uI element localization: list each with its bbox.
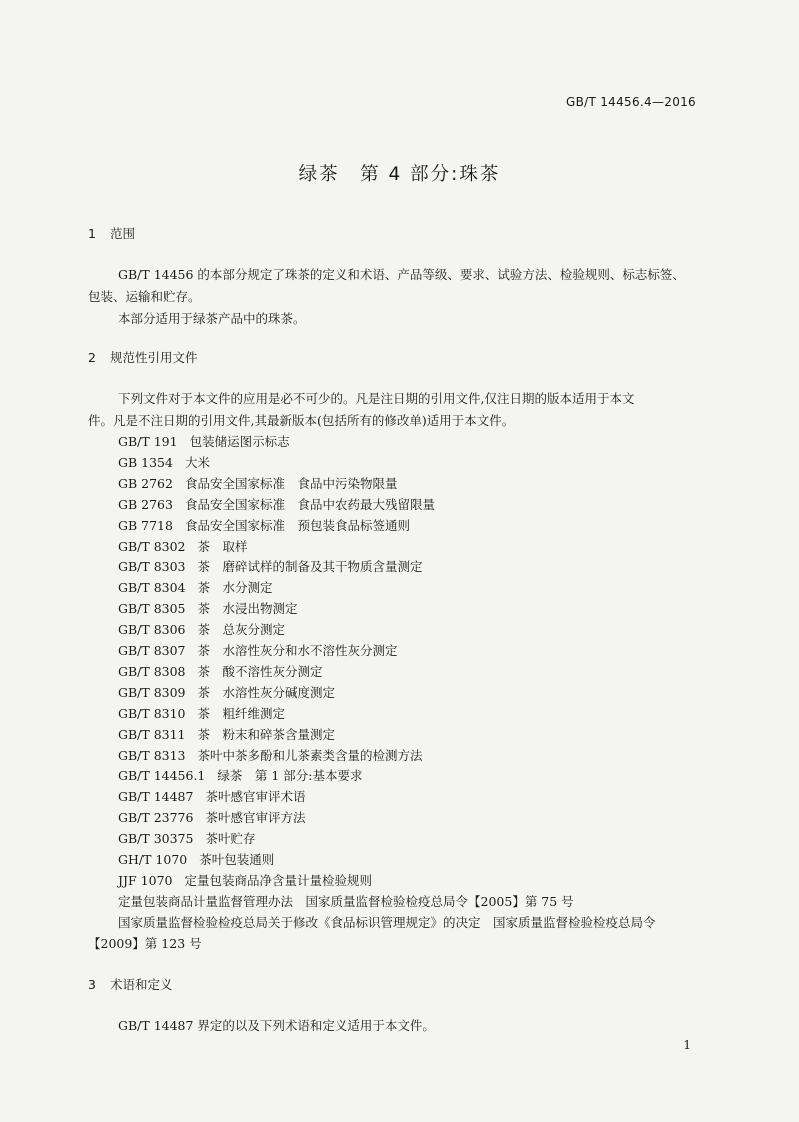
paragraph: 本部分适用于绿茶产品中的珠茶。 — [118, 311, 306, 326]
reference-item — [118, 683, 335, 701]
reference-title: 定量包装商品计量监督管理办法 国家质量监督检验检疫总局令【2005】第 75 号 — [118, 893, 574, 909]
reference-item — [118, 662, 323, 680]
reference-title: 茶叶贮存 — [205, 831, 256, 847]
paragraph: 下列文件对于本文件的应用是必不可少的。凡是注日期的引用文件,仅注日期的版本适用于本文 — [118, 391, 635, 406]
reference-code: GB/T 14487 — [118, 789, 194, 805]
reference-code: GB/T 14456.1 — [118, 768, 206, 784]
reference-title: 包装储运图示标志 — [189, 434, 290, 449]
reference-title: 茶叶中茶多酚和儿茶素类含量的检测方法 — [197, 747, 423, 763]
reference-item — [118, 892, 574, 910]
reference-title: 绿茶 第 1 部分:基本要求 — [217, 768, 363, 784]
reference-item — [118, 620, 285, 638]
reference-title: 茶 水溶性灰分碱度测定 — [197, 684, 336, 700]
reference-code: GB/T 8313 — [118, 747, 186, 763]
reference-title: 食品安全国家标准 食品中污染物限量 — [184, 475, 398, 491]
reference-title: 茶 酸不溶性灰分测定 — [197, 663, 323, 679]
reference-continuation: 【2009】第 123 号 — [88, 936, 202, 951]
reference-code: GB/T 30375 — [118, 831, 194, 847]
reference-item — [118, 453, 210, 471]
reference-title: 茶 磨碎试样的制备及其干物质含量测定 — [197, 559, 423, 575]
section-title: 范围 — [110, 226, 136, 241]
reference-title: 定量包装商品净含量计量检验规则 — [184, 872, 372, 888]
reference-item — [118, 829, 255, 847]
section-title: 术语和定义 — [110, 977, 173, 992]
paragraph: GB/T 14487 界定的以及下列术语和定义适用于本文件。 — [118, 1018, 435, 1033]
reference-code: GB/T 8309 — [118, 684, 186, 700]
reference-code: GB/T 8310 — [118, 705, 186, 721]
section-number: 2 — [88, 350, 96, 365]
reference-title: 食品安全国家标准 食品中农药最大残留限量 — [184, 496, 435, 512]
reference-title: 茶 水分测定 — [197, 580, 273, 596]
reference-title: 茶叶感官审评方法 — [205, 810, 306, 826]
paragraph: 包装、运输和贮存。 — [88, 289, 201, 304]
reference-item — [118, 787, 305, 805]
reference-code: GB/T 23776 — [118, 810, 194, 826]
document-title: 绿茶 第 4 部分:珠茶 — [298, 164, 501, 185]
page-number: 1 — [683, 1038, 691, 1052]
reference-item — [118, 474, 397, 492]
paragraph: 件。凡是不注日期的引用文件,其最新版本(包括所有的修改单)适用于本文件。 — [88, 413, 515, 428]
reference-item — [118, 808, 305, 826]
section-1-heading — [88, 224, 135, 242]
reference-code: GB/T 8308 — [118, 663, 186, 679]
section-number: 3 — [88, 977, 96, 992]
reference-title: 茶 水浸出物测定 — [197, 601, 298, 617]
reference-item — [118, 557, 423, 575]
reference-item — [118, 516, 410, 534]
reference-code: GB/T 191 — [118, 434, 178, 449]
reference-item — [118, 432, 290, 450]
reference-code: JJF 1070 — [118, 872, 173, 888]
reference-item — [118, 641, 398, 659]
section-number: 1 — [88, 226, 96, 241]
reference-item — [118, 725, 335, 743]
reference-item — [118, 766, 363, 784]
section-2-heading — [88, 348, 198, 366]
reference-code: GB/T 8304 — [118, 580, 186, 596]
reference-item — [118, 746, 423, 764]
reference-item — [118, 913, 656, 931]
reference-code: GH/T 1070 — [118, 852, 188, 867]
reference-code: GB/T 8305 — [118, 601, 186, 617]
reference-title: 茶叶包装通则 — [199, 852, 275, 867]
reference-code: GB 2763 — [118, 496, 173, 512]
reference-item — [118, 537, 248, 555]
standard-code: GB/T 14456.4—2016 — [566, 95, 696, 109]
reference-title: 大米 — [184, 454, 210, 470]
reference-code: GB/T 8303 — [118, 559, 186, 575]
reference-code: GB/T 8311 — [118, 726, 186, 742]
section-title: 规范性引用文件 — [110, 350, 198, 365]
reference-code: GB/T 8302 — [118, 538, 186, 554]
reference-item — [118, 704, 285, 722]
paragraph: GB/T 14456 的本部分规定了珠茶的定义和术语、产品等级、要求、试验方法、检验规则、标志标签、 — [118, 267, 685, 282]
reference-title: 茶 取样 — [197, 538, 248, 554]
reference-item — [118, 495, 435, 513]
reference-code: GB 1354 — [118, 454, 173, 470]
reference-item — [118, 871, 372, 889]
reference-title: 食品安全国家标准 预包装食品标签通则 — [184, 517, 410, 533]
reference-title: 国家质量监督检验检疫总局关于修改《食品标识管理规定》的决定 国家质量监督检验检疫总局令 — [118, 914, 656, 930]
reference-title: 茶 粉末和碎茶含量测定 — [197, 726, 336, 742]
reference-title: 茶 水溶性灰分和水不溶性灰分测定 — [197, 643, 398, 658]
reference-code: GB 7718 — [118, 517, 173, 533]
reference-item — [118, 850, 274, 868]
reference-item — [118, 578, 273, 596]
reference-title: 茶 粗纤维测定 — [197, 705, 286, 721]
reference-title: 茶叶感官审评术语 — [205, 789, 306, 805]
reference-title: 茶 总灰分测定 — [197, 622, 286, 638]
reference-item — [118, 599, 298, 617]
reference-code: GB/T 8306 — [118, 622, 186, 638]
reference-code: GB 2762 — [118, 475, 173, 491]
section-3-heading — [88, 975, 173, 993]
reference-code: GB/T 8307 — [118, 643, 186, 658]
